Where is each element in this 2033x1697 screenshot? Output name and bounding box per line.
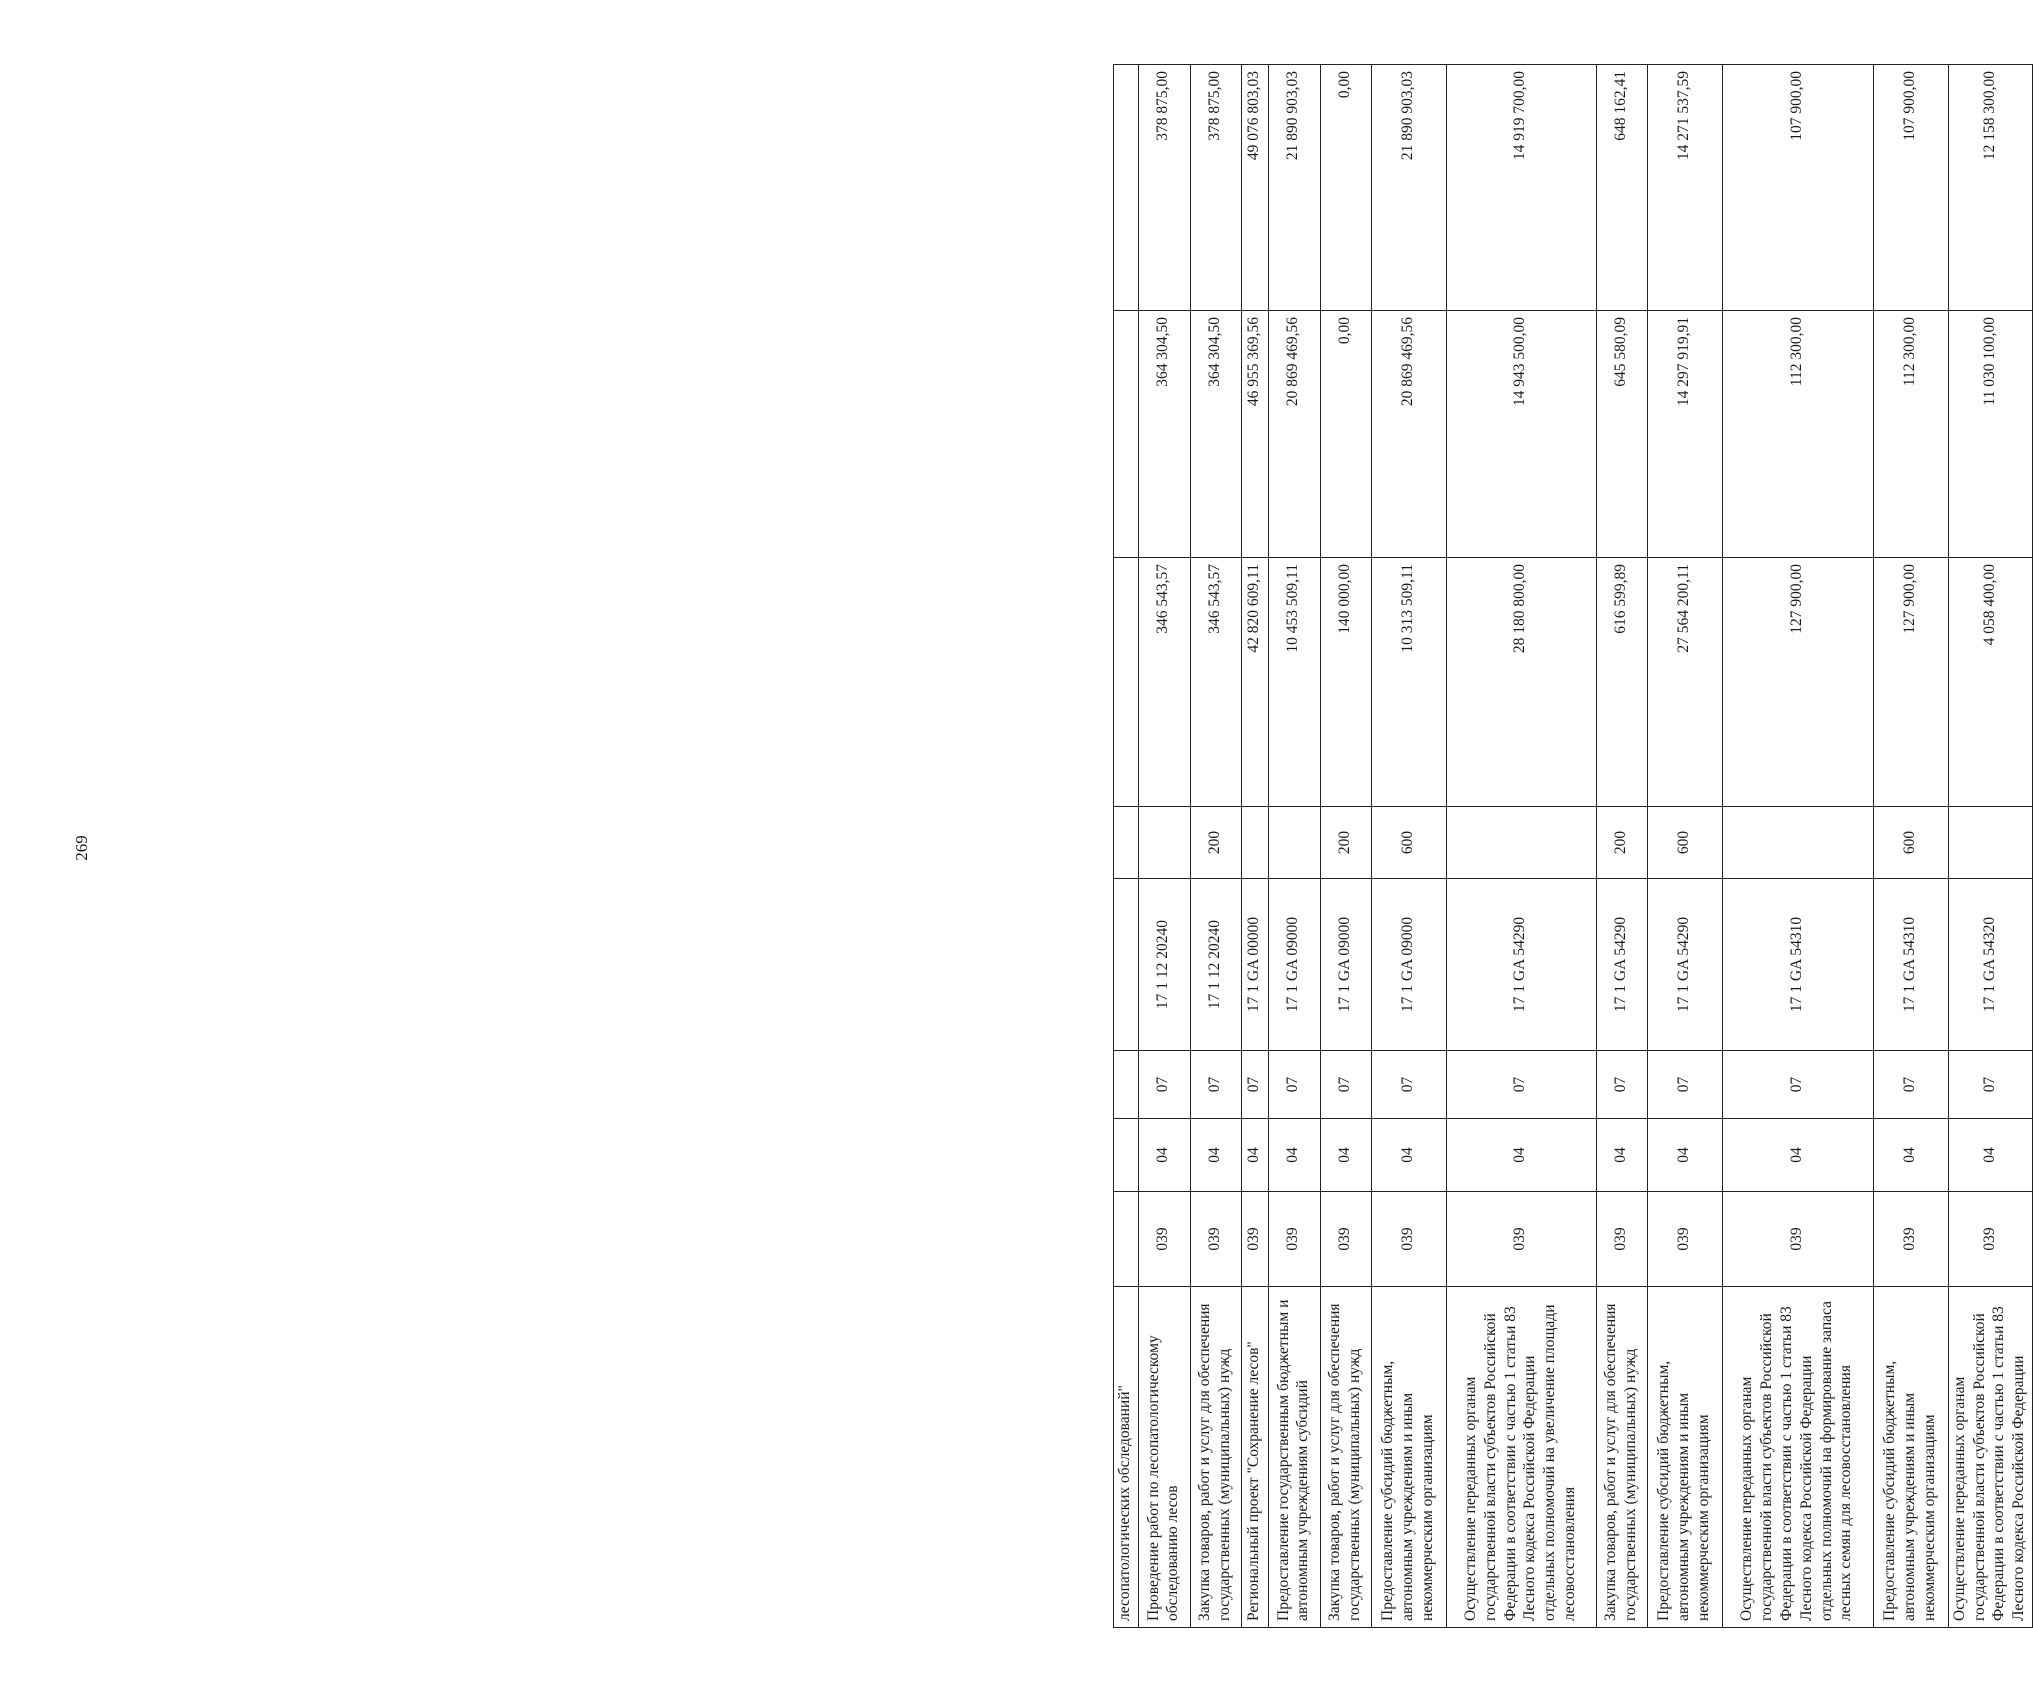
row-sum-2: 364 304,50 <box>1190 311 1241 558</box>
row-csr: 17 1 GA 09000 <box>1371 879 1446 1051</box>
table-row <box>1371 65 1446 1628</box>
row-sum-2: 112 300,00 <box>1873 311 1948 558</box>
row-sum-3: 21 890 903,03 <box>1371 65 1446 311</box>
row-name: Осуществление переданных органам государственной власти субъектов Российской Федерации в соответствии с частью 1 статьи 83 Лесного кодекса Российской Федерации отдельных полномочий на формирование запаса лесных семян для лесовосстановления <box>1722 1287 1873 1628</box>
row-sum-2: 14 297 919,91 <box>1647 311 1722 558</box>
row-sum-1: 127 900,00 <box>1873 558 1948 807</box>
row-csr <box>1114 879 1139 1051</box>
row-sum-2: 364 304,50 <box>1138 311 1190 558</box>
table-row <box>1446 65 1596 1628</box>
table-row <box>1114 65 1139 1628</box>
row-sum-2: 645 580,09 <box>1596 311 1647 558</box>
row-pr: 07 <box>1446 1051 1596 1119</box>
row-gr: 039 <box>1873 1192 1948 1287</box>
row-gr: 039 <box>1320 1192 1371 1287</box>
row-sum-3: 378 875,00 <box>1190 65 1241 311</box>
row-sum-3: 12 158 300,00 <box>1948 65 2032 311</box>
row-vr <box>1114 807 1139 879</box>
row-sum-2: 46 955 369,56 <box>1241 311 1268 558</box>
row-gr <box>1114 1192 1139 1287</box>
row-pr: 07 <box>1268 1051 1320 1119</box>
row-name: Закупка товаров, работ и услуг для обеспечения государственных (муниципальных) нужд <box>1320 1287 1371 1628</box>
row-vr <box>1268 807 1320 879</box>
row-rz: 04 <box>1596 1119 1647 1192</box>
row-name: Региональный проект "Сохранение лесов" <box>1241 1287 1268 1628</box>
table-row <box>1948 65 2032 1628</box>
row-csr: 17 1 GA 00000 <box>1241 879 1268 1051</box>
row-csr: 17 1 GA 54320 <box>1948 879 2032 1051</box>
row-sum-2: 11 030 100,00 <box>1948 311 2032 558</box>
row-pr: 07 <box>1138 1051 1190 1119</box>
row-sum-3 <box>1114 65 1139 311</box>
table-row <box>1268 65 1320 1628</box>
row-rz: 04 <box>1647 1119 1722 1192</box>
row-sum-3: 21 890 903,03 <box>1268 65 1320 311</box>
row-rz: 04 <box>1948 1119 2032 1192</box>
row-vr: 200 <box>1596 807 1647 879</box>
row-name: Закупка товаров, работ и услуг для обеспечения государственных (муниципальных) нужд <box>1190 1287 1241 1628</box>
row-vr <box>1948 807 2032 879</box>
table-row <box>1320 65 1371 1628</box>
table-row <box>1241 65 1268 1628</box>
row-pr: 07 <box>1371 1051 1446 1119</box>
row-sum-1: 10 453 509,11 <box>1268 558 1320 807</box>
row-name: Предоставление субсидий бюджетным, автономным учреждениям и иным некоммерческим организациям <box>1873 1287 1948 1628</box>
row-rz: 04 <box>1873 1119 1948 1192</box>
table-row <box>1873 65 1948 1628</box>
row-rz: 04 <box>1241 1119 1268 1192</box>
row-sum-3: 14 919 700,00 <box>1446 65 1596 311</box>
row-pr: 07 <box>1873 1051 1948 1119</box>
table-row <box>1190 65 1241 1628</box>
row-vr: 600 <box>1647 807 1722 879</box>
row-csr: 17 1 12 20240 <box>1138 879 1190 1051</box>
row-name: Проведение работ по лесопатологическому обследованию лесов <box>1138 1287 1190 1628</box>
row-sum-3: 107 900,00 <box>1722 65 1873 311</box>
row-vr <box>1241 807 1268 879</box>
row-vr: 600 <box>1873 807 1948 879</box>
table-row <box>1138 65 1190 1628</box>
row-sum-2: 20 869 469,56 <box>1268 311 1320 558</box>
row-csr: 17 1 GA 09000 <box>1320 879 1371 1051</box>
row-gr: 039 <box>1948 1192 2032 1287</box>
row-gr: 039 <box>1268 1192 1320 1287</box>
row-vr <box>1722 807 1873 879</box>
budget-table-rotated <box>1113 65 2033 1628</box>
row-sum-3: 0,00 <box>1320 65 1371 311</box>
row-name: Осуществление переданных органам государственной власти субъектов Российской Федерации в соответствии с частью 1 статьи 83 Лесного кодекса Российской Федерации отдельных полномочий на увеличение площади лесовосстановления <box>1446 1287 1596 1628</box>
row-rz: 04 <box>1268 1119 1320 1192</box>
row-pr: 07 <box>1722 1051 1873 1119</box>
row-sum-2: 112 300,00 <box>1722 311 1873 558</box>
row-sum-2: 14 943 500,00 <box>1446 311 1596 558</box>
budget-table <box>1113 64 2033 1628</box>
row-rz: 04 <box>1320 1119 1371 1192</box>
table-row <box>1722 65 1873 1628</box>
row-sum-1: 4 058 400,00 <box>1948 558 2032 807</box>
row-gr: 039 <box>1647 1192 1722 1287</box>
row-sum-1: 346 543,57 <box>1138 558 1190 807</box>
row-name: Предоставление субсидий бюджетным, автономным учреждениям и иным некоммерческим организациям <box>1647 1287 1722 1628</box>
row-pr: 07 <box>1948 1051 2032 1119</box>
row-pr <box>1114 1051 1139 1119</box>
row-gr: 039 <box>1241 1192 1268 1287</box>
table-body <box>1114 65 2033 1628</box>
row-sum-3: 49 076 803,03 <box>1241 65 1268 311</box>
row-pr: 07 <box>1320 1051 1371 1119</box>
row-gr: 039 <box>1371 1192 1446 1287</box>
row-pr: 07 <box>1596 1051 1647 1119</box>
row-sum-2 <box>1114 311 1139 558</box>
row-name: Предоставление государственным бюджетным и автономным учреждениям субсидий <box>1268 1287 1320 1628</box>
row-pr: 07 <box>1647 1051 1722 1119</box>
row-vr <box>1446 807 1596 879</box>
row-gr: 039 <box>1596 1192 1647 1287</box>
row-gr: 039 <box>1138 1192 1190 1287</box>
row-name: Предоставление субсидий бюджетным, автономным учреждениям и иным некоммерческим организациям <box>1371 1287 1446 1628</box>
row-csr: 17 1 GA 54310 <box>1722 879 1873 1051</box>
row-sum-1 <box>1114 558 1139 807</box>
row-sum-2: 20 869 469,56 <box>1371 311 1446 558</box>
row-sum-1: 127 900,00 <box>1722 558 1873 807</box>
row-pr: 07 <box>1190 1051 1241 1119</box>
row-name: Закупка товаров, работ и услуг для обеспечения государственных (муниципальных) нужд <box>1596 1287 1647 1628</box>
row-rz: 04 <box>1722 1119 1873 1192</box>
row-csr: 17 1 GA 54310 <box>1873 879 1948 1051</box>
row-sum-3: 648 162,41 <box>1596 65 1647 311</box>
row-rz: 04 <box>1138 1119 1190 1192</box>
row-name: лесопатологических обследований" <box>1114 1287 1139 1628</box>
row-sum-1: 616 599,89 <box>1596 558 1647 807</box>
page-number: 269 <box>72 835 91 861</box>
row-vr: 200 <box>1320 807 1371 879</box>
table-row <box>1647 65 1722 1628</box>
row-sum-1: 28 180 800,00 <box>1446 558 1596 807</box>
row-sum-1: 346 543,57 <box>1190 558 1241 807</box>
row-vr <box>1138 807 1190 879</box>
row-name: Осуществление переданных органам государственной власти субъектов Российской Федерации в соответствии с частью 1 статьи 83 Лесного кодекса Российской Федерации <box>1948 1287 2032 1628</box>
row-vr: 600 <box>1371 807 1446 879</box>
row-sum-1: 27 564 200,11 <box>1647 558 1722 807</box>
row-sum-3: 107 900,00 <box>1873 65 1948 311</box>
row-rz: 04 <box>1371 1119 1446 1192</box>
row-vr: 200 <box>1190 807 1241 879</box>
row-sum-3: 14 271 537,59 <box>1647 65 1722 311</box>
row-gr: 039 <box>1446 1192 1596 1287</box>
row-csr: 17 1 GA 54290 <box>1596 879 1647 1051</box>
row-csr: 17 1 GA 09000 <box>1268 879 1320 1051</box>
row-gr: 039 <box>1722 1192 1873 1287</box>
row-sum-2: 0,00 <box>1320 311 1371 558</box>
row-pr: 07 <box>1241 1051 1268 1119</box>
row-rz <box>1114 1119 1139 1192</box>
row-csr: 17 1 GA 54290 <box>1647 879 1722 1051</box>
row-gr: 039 <box>1190 1192 1241 1287</box>
row-sum-1: 42 820 609,11 <box>1241 558 1268 807</box>
row-sum-1: 10 313 509,11 <box>1371 558 1446 807</box>
row-sum-3: 378 875,00 <box>1138 65 1190 311</box>
table-row <box>1596 65 1647 1628</box>
row-rz: 04 <box>1446 1119 1596 1192</box>
row-csr: 17 1 12 20240 <box>1190 879 1241 1051</box>
row-rz: 04 <box>1190 1119 1241 1192</box>
row-csr: 17 1 GA 54290 <box>1446 879 1596 1051</box>
row-sum-1: 140 000,00 <box>1320 558 1371 807</box>
